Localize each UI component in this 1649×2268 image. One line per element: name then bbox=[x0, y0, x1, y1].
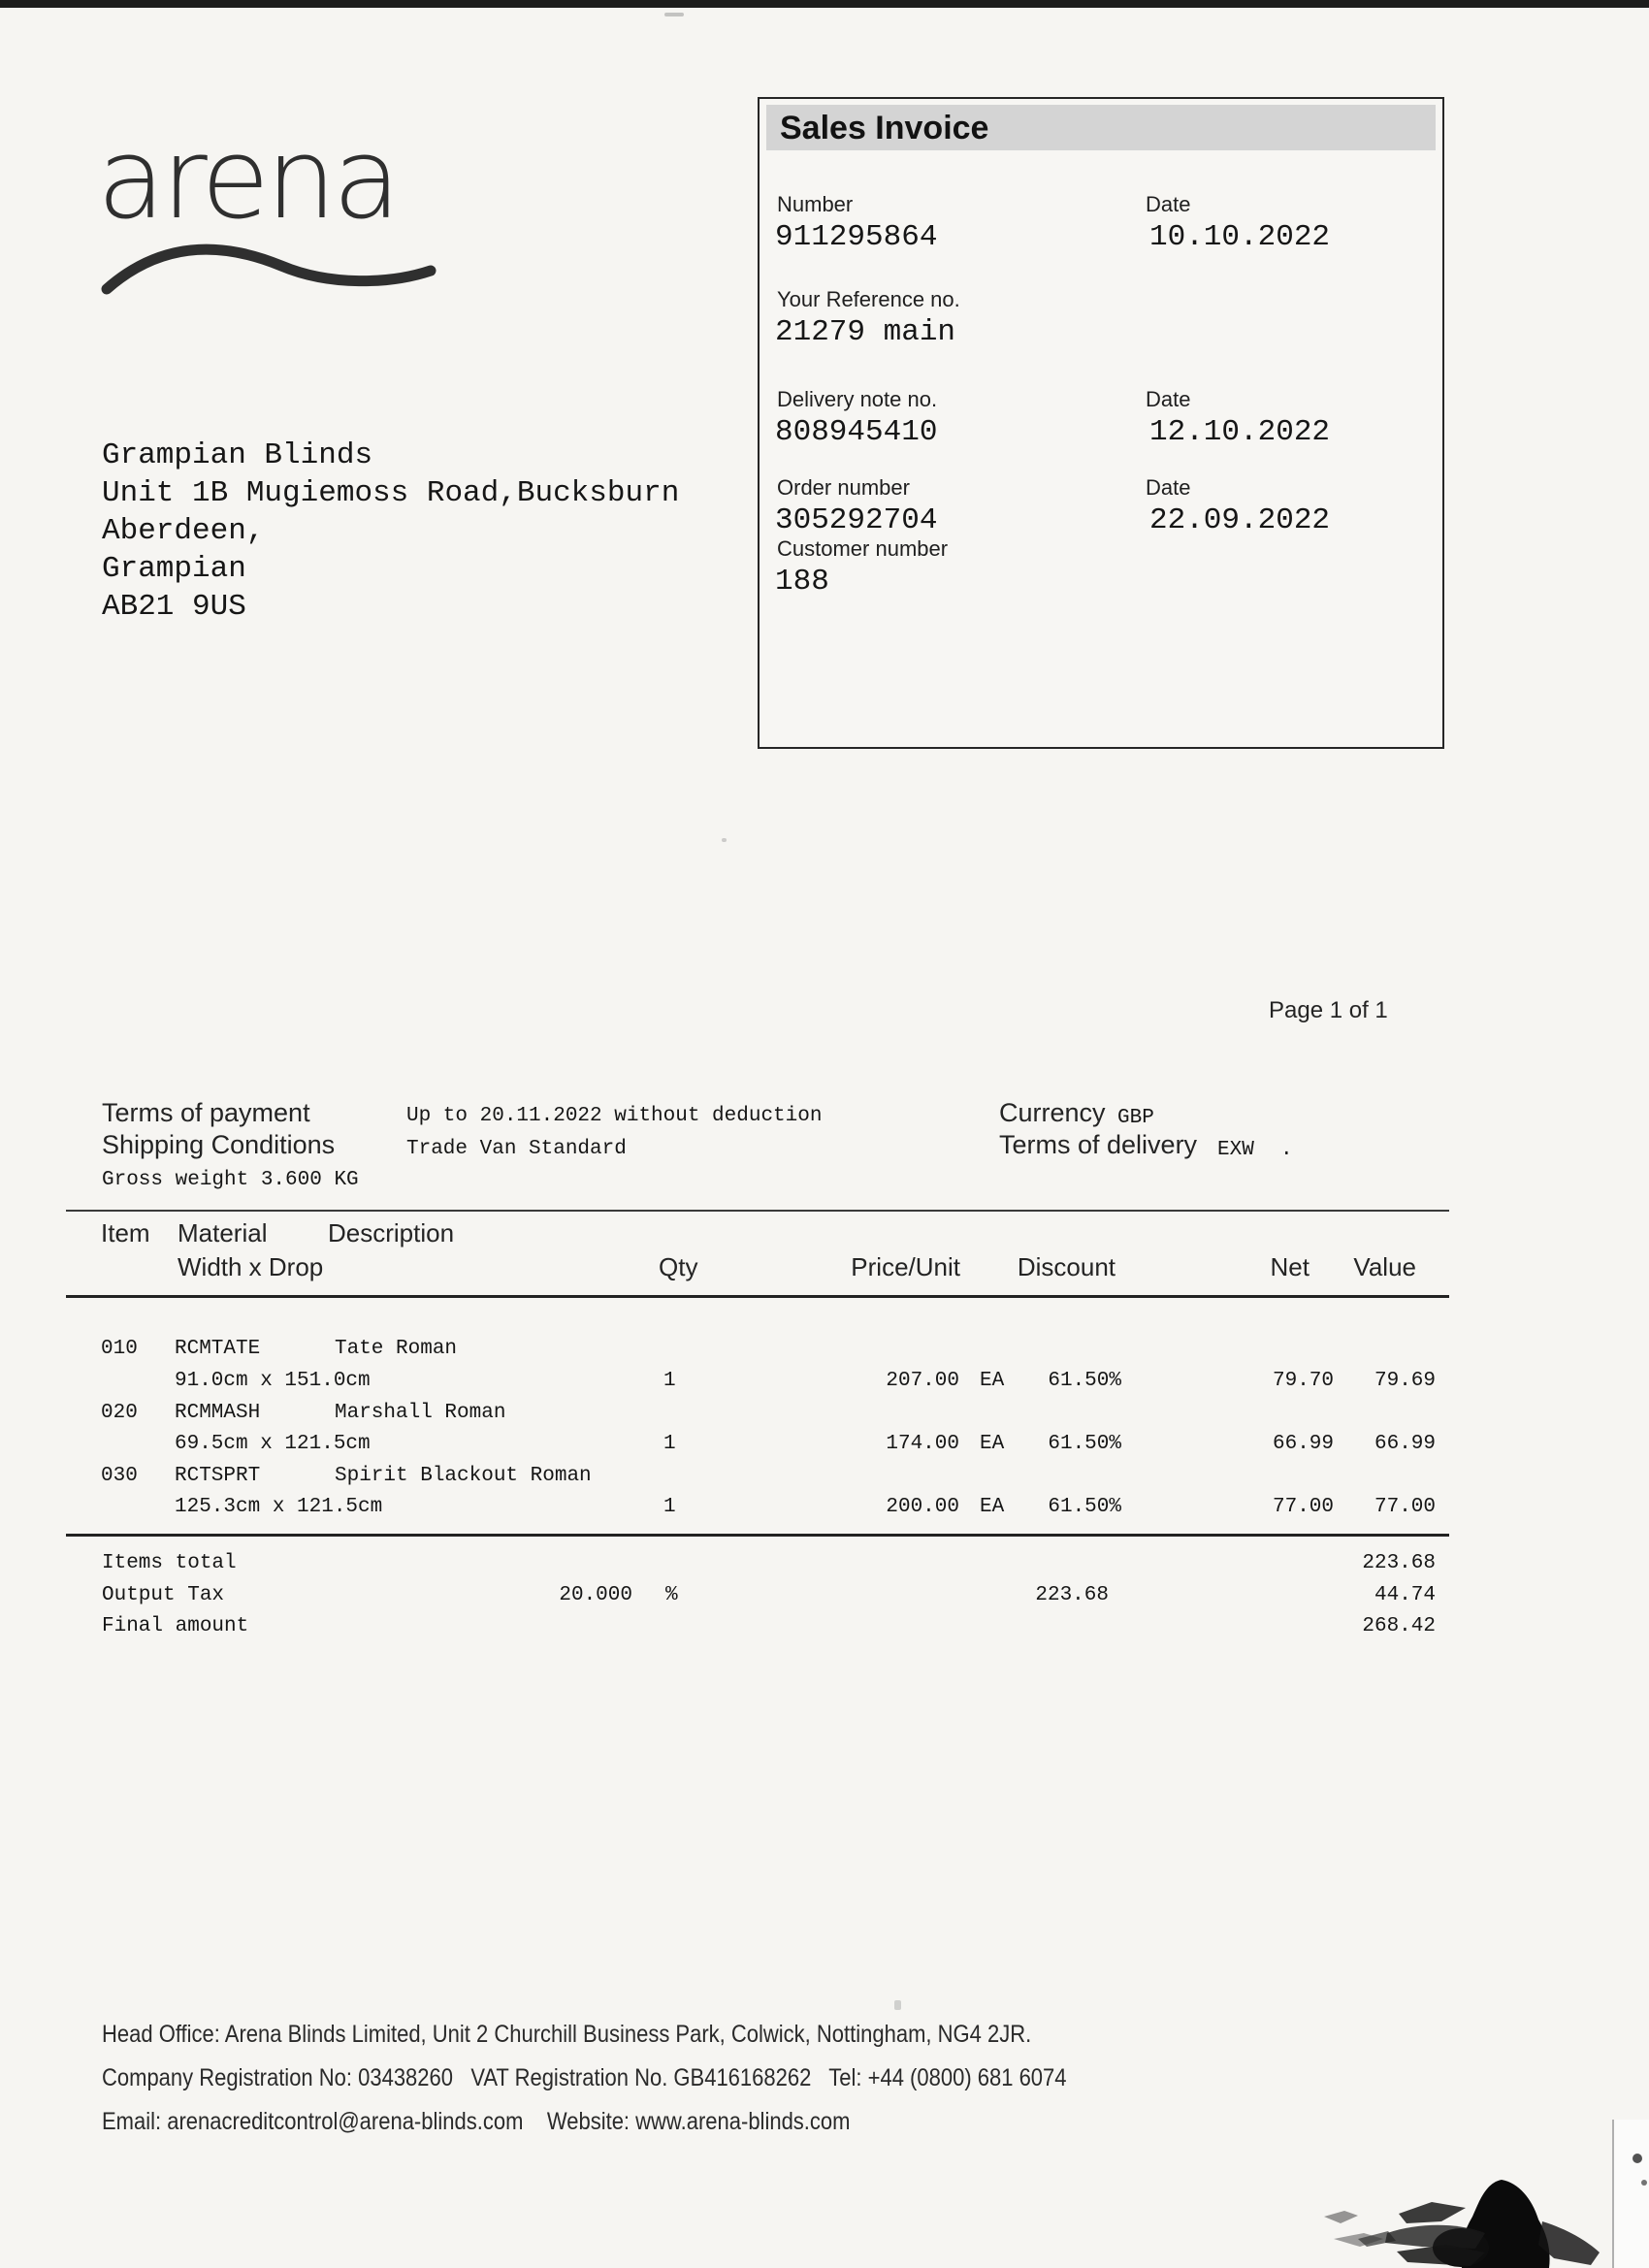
scan-speck bbox=[894, 2000, 901, 2010]
line-value: 66.99 bbox=[1374, 1433, 1436, 1455]
sales-invoice-title: Sales Invoice bbox=[780, 110, 989, 146]
invoice-date-value: 10.10.2022 bbox=[1149, 220, 1331, 254]
quantity: 1 bbox=[663, 1370, 676, 1392]
percent-sign: % bbox=[665, 1584, 678, 1606]
address-line: Unit 1B Mugiemoss Road,Bucksburn bbox=[102, 476, 680, 510]
customer-number-label: Customer number bbox=[777, 536, 949, 561]
price-per-unit: 200.00 bbox=[886, 1496, 959, 1518]
terms-of-payment-value: Up to 20.11.2022 without deduction bbox=[406, 1105, 823, 1127]
order-number-label: Order number bbox=[777, 475, 910, 500]
arena-logo-wave-icon bbox=[97, 239, 438, 301]
dimensions: 69.5cm x 121.5cm bbox=[175, 1433, 371, 1455]
order-number-value: 305292704 bbox=[775, 503, 938, 537]
net-amount: 77.00 bbox=[1272, 1496, 1334, 1518]
order-date-label: Date bbox=[1146, 475, 1191, 500]
description: Marshall Roman bbox=[335, 1402, 506, 1424]
delivery-date-label: Date bbox=[1146, 387, 1191, 411]
address-line: Grampian bbox=[102, 552, 246, 586]
net-amount: 79.70 bbox=[1272, 1370, 1334, 1392]
output-tax-base: 223.68 bbox=[1035, 1584, 1109, 1606]
price-per-unit: 207.00 bbox=[886, 1370, 959, 1392]
final-amount-value: 268.42 bbox=[1362, 1615, 1436, 1637]
table-rule-header bbox=[66, 1295, 1449, 1298]
scan-edge-artifact bbox=[0, 0, 1649, 8]
currency-label: Currency bbox=[999, 1098, 1106, 1127]
quantity: 1 bbox=[663, 1433, 676, 1455]
terms-of-delivery-suffix: . bbox=[1280, 1139, 1293, 1161]
output-tax-label: Output Tax bbox=[102, 1584, 225, 1606]
number-label: Number bbox=[777, 192, 854, 216]
unit-code: EA bbox=[980, 1496, 1005, 1518]
terms-of-payment-label: Terms of payment bbox=[102, 1098, 310, 1127]
col-header-description: Description bbox=[328, 1218, 455, 1247]
item-number: 020 bbox=[101, 1402, 138, 1424]
table-rule-body-bottom bbox=[66, 1534, 1449, 1537]
discount: 61.50% bbox=[1048, 1496, 1121, 1518]
col-header-material: Material bbox=[178, 1218, 268, 1247]
address-line: AB21 9US bbox=[102, 590, 246, 624]
discount: 61.50% bbox=[1048, 1370, 1121, 1392]
footer-email-website: Email: arenacreditcontrol@arena-blinds.com Website: www.arena-blinds.com bbox=[102, 2108, 851, 2135]
delivery-note-value: 808945410 bbox=[775, 415, 938, 449]
order-date-value: 22.09.2022 bbox=[1149, 503, 1331, 537]
items-total-label: Items total bbox=[102, 1552, 237, 1574]
scan-speck bbox=[722, 838, 727, 842]
reference-label: Your Reference no. bbox=[777, 287, 960, 311]
terms-of-delivery-value: EXW bbox=[1217, 1139, 1254, 1161]
item-number: 030 bbox=[101, 1465, 138, 1487]
col-header-width-drop: Width x Drop bbox=[178, 1252, 324, 1281]
recipient-address bbox=[102, 437, 679, 626]
scan-speck bbox=[664, 13, 684, 16]
quantity: 1 bbox=[663, 1496, 676, 1518]
dimensions: 125.3cm x 121.5cm bbox=[175, 1496, 383, 1518]
unit-code: EA bbox=[980, 1433, 1005, 1455]
address-line: Grampian Blinds bbox=[102, 438, 373, 472]
output-tax-rate: 20.000 bbox=[559, 1584, 632, 1606]
col-header-item: Item bbox=[101, 1218, 150, 1247]
currency-value: GBP bbox=[1117, 1107, 1154, 1129]
address-line: Aberdeen, bbox=[102, 514, 265, 548]
footer-head-office: Head Office: Arena Blinds Limited, Unit 2 Churchill Business Park, Colwick, Nottingham, NG4 2JR. bbox=[102, 2021, 1032, 2048]
terms-of-delivery-label: Terms of delivery bbox=[999, 1130, 1198, 1159]
unit-code: EA bbox=[980, 1370, 1005, 1392]
customer-number-value: 188 bbox=[775, 565, 829, 599]
invoice-date-label: Date bbox=[1146, 192, 1191, 216]
description: Spirit Blackout Roman bbox=[335, 1465, 592, 1487]
col-header-price-unit: Price/Unit bbox=[851, 1252, 960, 1281]
col-header-discount: Discount bbox=[1017, 1252, 1116, 1281]
material-code: RCMMASH bbox=[175, 1402, 261, 1424]
items-total-value: 223.68 bbox=[1362, 1552, 1436, 1574]
description: Tate Roman bbox=[335, 1338, 458, 1360]
shipping-conditions-label: Shipping Conditions bbox=[102, 1130, 336, 1159]
table-rule-top bbox=[66, 1210, 1449, 1212]
material-code: RCTSPRT bbox=[175, 1465, 261, 1487]
delivery-date-value: 12.10.2022 bbox=[1149, 415, 1331, 449]
output-tax-amount: 44.74 bbox=[1374, 1584, 1436, 1606]
sales-invoice-panel bbox=[758, 97, 1444, 749]
delivery-note-label: Delivery note no. bbox=[777, 387, 938, 411]
shipping-conditions-value: Trade Van Standard bbox=[406, 1138, 627, 1160]
final-amount-label: Final amount bbox=[102, 1615, 249, 1637]
item-number: 010 bbox=[101, 1338, 138, 1360]
gross-weight: Gross weight 3.600 KG bbox=[102, 1169, 359, 1191]
number-value: 911295864 bbox=[775, 220, 938, 254]
discount: 61.50% bbox=[1048, 1433, 1121, 1455]
line-value: 79.69 bbox=[1374, 1370, 1436, 1392]
col-header-value: Value bbox=[1353, 1252, 1416, 1281]
net-amount: 66.99 bbox=[1272, 1433, 1334, 1455]
line-value: 77.00 bbox=[1374, 1496, 1436, 1518]
reference-value: 21279 main bbox=[775, 315, 956, 349]
arena-logo-text: arena bbox=[97, 114, 398, 244]
dimensions: 91.0cm x 151.0cm bbox=[175, 1370, 371, 1392]
footer-registration: Company Registration No: 03438260 VAT Registration No. GB416168262 Tel: +44 (0800) 681 6074 bbox=[102, 2064, 1067, 2091]
sales-invoice-titlebar bbox=[766, 105, 1436, 150]
material-code: RCMTATE bbox=[175, 1338, 261, 1360]
ink-smudge bbox=[1242, 2124, 1649, 2268]
col-header-qty: Qty bbox=[659, 1252, 698, 1281]
price-per-unit: 174.00 bbox=[886, 1433, 959, 1455]
page-indicator: Page 1 of 1 bbox=[1269, 997, 1388, 1023]
col-header-net: Net bbox=[1270, 1252, 1310, 1281]
